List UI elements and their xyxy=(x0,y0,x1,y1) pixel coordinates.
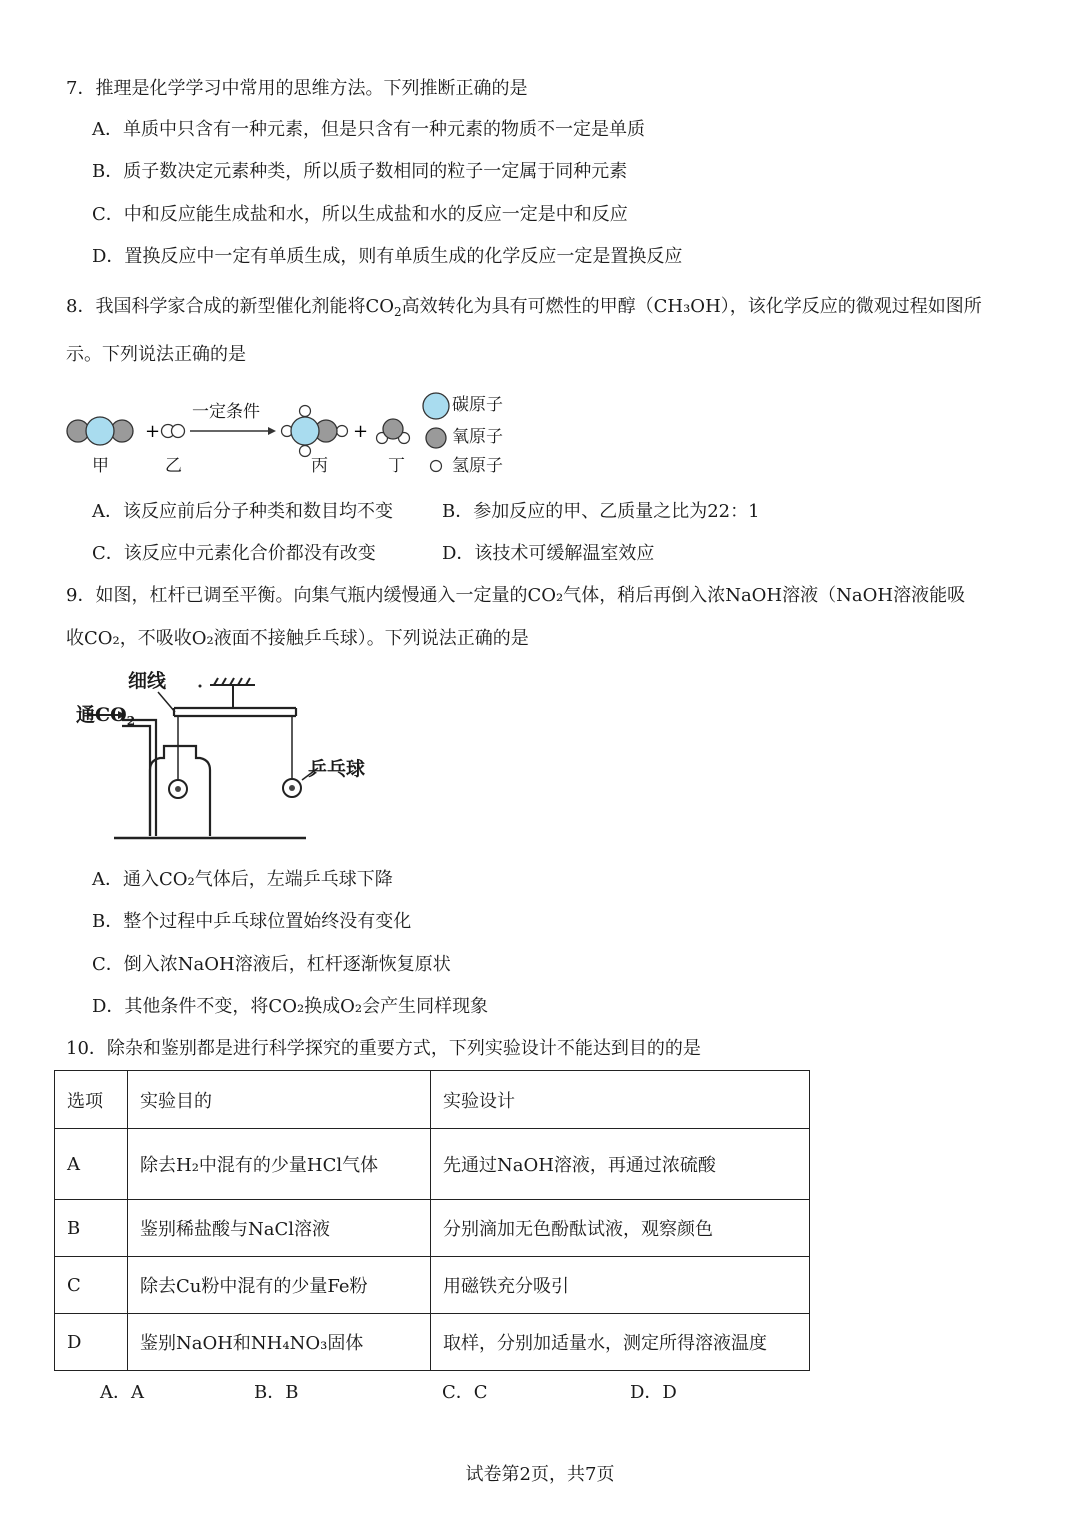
header-design: 实验设计 xyxy=(431,1071,810,1129)
table-row xyxy=(55,1257,810,1314)
q9-option-d: D．其他条件不变，将CO₂换成O₂会产生同样现象 xyxy=(92,996,489,1017)
table-header-row xyxy=(55,1071,810,1129)
row-purpose: 除去Cu粉中混有的少量Fe粉 xyxy=(128,1257,431,1314)
q9-option-b: B．整个过程中乒乓球位置始终没有变化 xyxy=(92,911,412,932)
label-thread: 细线 xyxy=(128,670,167,692)
q10-answer-d: D．D xyxy=(630,1382,677,1403)
plus-sign-2: + xyxy=(353,421,369,442)
table-row xyxy=(55,1129,810,1200)
header-purpose: 实验目的 xyxy=(128,1071,431,1129)
ceiling-mount xyxy=(210,678,255,708)
q7-option-a: A．单质中只含有一种元素，但是只含有一种元素的物质不一定是单质 xyxy=(92,119,645,140)
row-purpose: 除去H₂中混有的少量HCl气体 xyxy=(128,1129,431,1200)
q7-option-c: C．中和反应能生成盐和水，所以生成盐和水的反应一定是中和反应 xyxy=(92,204,628,225)
row-design: 取样，分别加适量水，测定所得溶液温度 xyxy=(431,1314,810,1371)
q7-stem: 7．推理是化学学习中常用的思维方法。下列推断正确的是 xyxy=(66,78,528,99)
q9-option-c: C．倒入浓NaOH溶液后，杠杆逐渐恢复原状 xyxy=(92,954,451,975)
q8-stem: 8．我国科学家合成的新型催化剂能将$CO_2$高效转化为具有可燃性的甲醇（CH₃OH），该化学反应的微观过程如图所 xyxy=(66,296,982,319)
molecule-yi xyxy=(162,425,185,438)
q8-option-a: A．该反应前后分子种类和数目均不变 xyxy=(92,501,393,522)
q10-answer-a: A．A xyxy=(100,1382,144,1403)
legend-hydrogen: 氢原子 xyxy=(452,456,503,476)
row-purpose: 鉴别稀盐酸与NaCl溶液 xyxy=(128,1200,431,1257)
molecule-jia xyxy=(67,417,133,445)
q7-option-d: D．置换反应中一定有单质生成，则有单质生成的化学反应一定是置换反应 xyxy=(92,246,683,267)
row-design: 用磁铁充分吸引 xyxy=(431,1257,810,1314)
carbon-atom-swatch xyxy=(423,393,449,419)
row-option: B xyxy=(55,1200,128,1257)
row-option: D xyxy=(55,1314,128,1371)
label-ping-pong-ball: 乒乓球 xyxy=(308,758,366,780)
inlet-tube xyxy=(122,720,156,836)
molecule-ding xyxy=(377,419,410,444)
q7-option-b: B．质子数决定元素种类，所以质子数相同的粒子一定属于同种元素 xyxy=(92,161,628,182)
label-bing: 丙 xyxy=(311,456,328,476)
row-purpose: 鉴别NaOH和NH₄NO₃固体 xyxy=(128,1314,431,1371)
q10-answer-c: C．C xyxy=(442,1382,488,1403)
label-inlet-co2: 通$CO_2$ xyxy=(76,704,136,728)
lever-apparatus-figure xyxy=(70,660,400,850)
legend-oxygen: 氧原子 xyxy=(452,427,503,447)
row-option: A xyxy=(55,1129,128,1200)
molecule-bing xyxy=(282,406,348,457)
oxygen-atom-swatch xyxy=(426,428,446,448)
row-design: 先通过NaOH溶液，再通过浓硫酸 xyxy=(431,1129,810,1200)
row-design: 分别滴加无色酚酞试液，观察颜色 xyxy=(431,1200,810,1257)
page-footer: 试卷第2页，共7页 xyxy=(465,1464,615,1485)
row-option: C xyxy=(55,1257,128,1314)
header-option: 选项 xyxy=(55,1071,128,1129)
plus-sign-1: + xyxy=(145,421,161,442)
hydrogen-atom-swatch xyxy=(431,461,442,472)
q10-stem: 10．除杂和鉴别都是进行科学探究的重要方式，下列实验设计不能达到目的的是 xyxy=(66,1038,701,1059)
lever-beam xyxy=(174,708,296,716)
label-jia: 甲 xyxy=(92,456,109,476)
q8-option-c: C．该反应中元素化合价都没有改变 xyxy=(92,543,376,564)
legend-carbon: 碳原子 xyxy=(452,395,503,415)
label-ding: 丁 xyxy=(388,456,405,476)
q10-answer-b: B．B xyxy=(254,1382,299,1403)
reaction-arrow xyxy=(190,427,276,435)
table-row xyxy=(55,1314,810,1371)
experiment-table xyxy=(54,1070,810,1371)
q9-stem: 9．如图，杠杆已调至平衡。向集气瓶内缓慢通入一定量的CO₂气体，稍后再倒入浓NaOH溶液（NaOH溶液能吸 xyxy=(66,585,966,606)
table-row xyxy=(55,1200,810,1257)
q9-option-a: A．通入CO₂气体后，左端乒乓球下降 xyxy=(92,869,393,890)
q8-stem-line2: 示。下列说法正确的是 xyxy=(66,344,246,365)
atom-legend xyxy=(420,390,456,480)
q9-stem-line2: 收CO₂，不吸收O₂液面不接触乒乓球）。下列说法正确的是 xyxy=(66,628,529,649)
reaction-condition: 一定条件 xyxy=(192,402,260,422)
q8-option-b: B．参加反应的甲、乙质量之比为22：1 xyxy=(442,501,760,522)
label-yi: 乙 xyxy=(165,456,182,476)
q8-option-d: D．该技术可缓解温室效应 xyxy=(442,543,655,564)
